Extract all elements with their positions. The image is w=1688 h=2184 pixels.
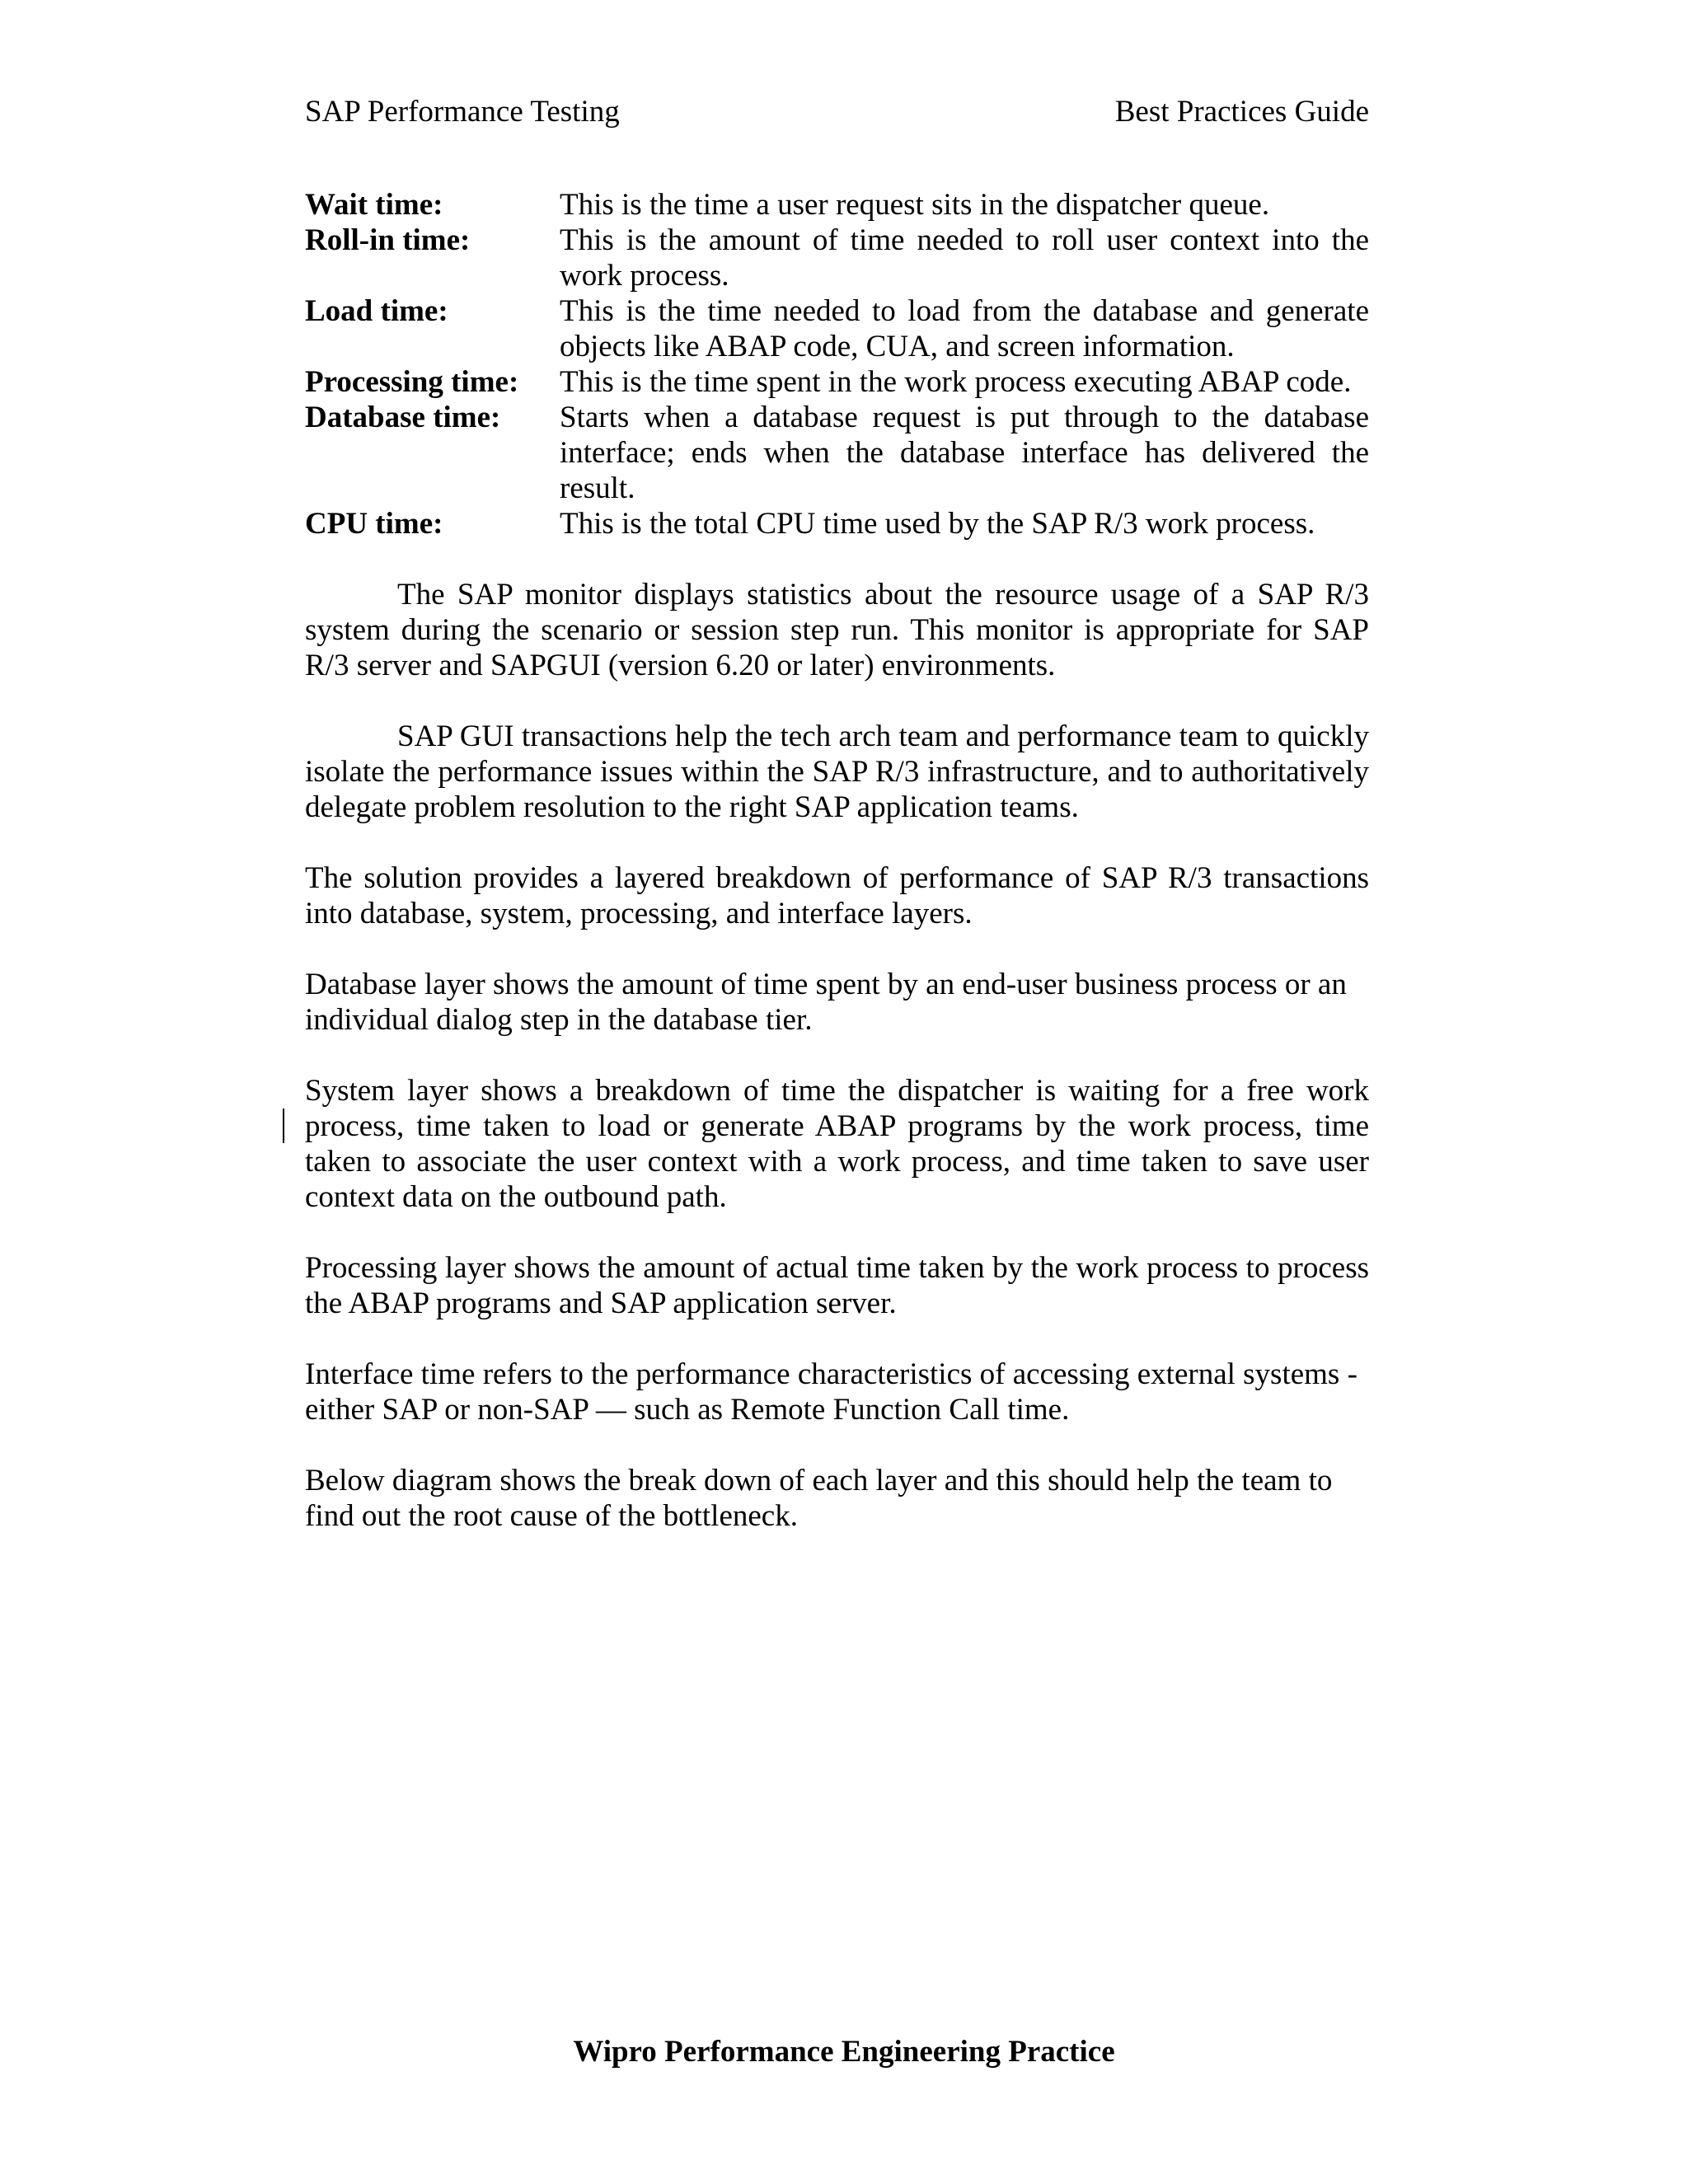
header-title: SAP Performance Testing bbox=[305, 95, 620, 129]
definition-text: This is the time a user request sits in the dispatcher queue. bbox=[560, 188, 1270, 222]
time-definitions-list bbox=[305, 187, 1369, 541]
paragraph-sap-gui-transactions: SAP GUI transactions help the tech arch team and performance team to quickly isolate the performance issues within the SAP R/3 infrastructure, and to authoritatively delegate problem resolution to the right SAP application teams. bbox=[305, 719, 1369, 824]
definition-term: Load time: bbox=[305, 294, 448, 328]
definition-term: Database time: bbox=[305, 401, 501, 434]
paragraph-system-layer: System layer shows a breakdown of time the dispatcher is waiting for a free work process, time taken to load or generate ABAP programs by the work process, time taken to associate the user context with a work process, and time taken to save user context data on the outbound path. bbox=[305, 1074, 1369, 1214]
definition-text: This is the total CPU time used by the SAP R/3 work process. bbox=[560, 507, 1315, 541]
definition-text: This is the amount of time needed to roll user context into the work process. bbox=[560, 223, 1369, 293]
definition-text: Starts when a database request is put through to the database interface; ends when the database interface has delivered the result. bbox=[560, 401, 1369, 505]
paragraph-interface-time: Interface time refers to the performance characteristics of accessing external systems - either SAP or non-SAP — such as Remote Function Call time. bbox=[305, 1357, 1357, 1427]
paragraph-processing-layer: Processing layer shows the amount of actual time taken by the work process to process the ABAP programs and SAP application server. bbox=[305, 1251, 1369, 1320]
paragraph-layered-breakdown: The solution provides a layered breakdown of performance of SAP R/3 transactions into database, system, processing, and interface layers. bbox=[305, 861, 1369, 930]
definition-row bbox=[305, 293, 1369, 364]
paragraph-diagram-intro: Below diagram shows the break down of each layer and this should help the team to find out the root cause of the bottleneck. bbox=[305, 1464, 1333, 1533]
header-subtitle: Best Practices Guide bbox=[1114, 95, 1369, 129]
definition-row bbox=[305, 187, 1369, 223]
definition-term: CPU time: bbox=[305, 507, 443, 541]
definition-row bbox=[305, 364, 1369, 400]
definition-text: This is the time needed to load from the database and generate objects like ABAP code, CUA, and screen information. bbox=[560, 294, 1369, 363]
revision-change-bar bbox=[283, 1108, 284, 1143]
definition-term: Processing time: bbox=[305, 365, 519, 399]
page-footer: Wipro Performance Engineering Practice bbox=[573, 2035, 1115, 2069]
definition-row bbox=[305, 506, 1369, 541]
definition-term: Roll-in time: bbox=[305, 223, 471, 257]
paragraph-sap-monitor: The SAP monitor displays statistics about the resource usage of a SAP R/3 system during the scenario or session step run. This monitor is appropriate for SAP R/3 server and SAPGUI (version 6.20 or later) environments. bbox=[305, 578, 1369, 682]
paragraph-database-layer: Database layer shows the amount of time spent by an end-user business process or an individual dialog step in the database tier. bbox=[305, 968, 1347, 1037]
definition-term: Wait time: bbox=[305, 188, 443, 222]
body-text bbox=[305, 577, 1369, 1569]
definition-row bbox=[305, 223, 1369, 293]
definition-row bbox=[305, 400, 1369, 506]
definition-text: This is the time spent in the work process executing ABAP code. bbox=[560, 365, 1352, 399]
